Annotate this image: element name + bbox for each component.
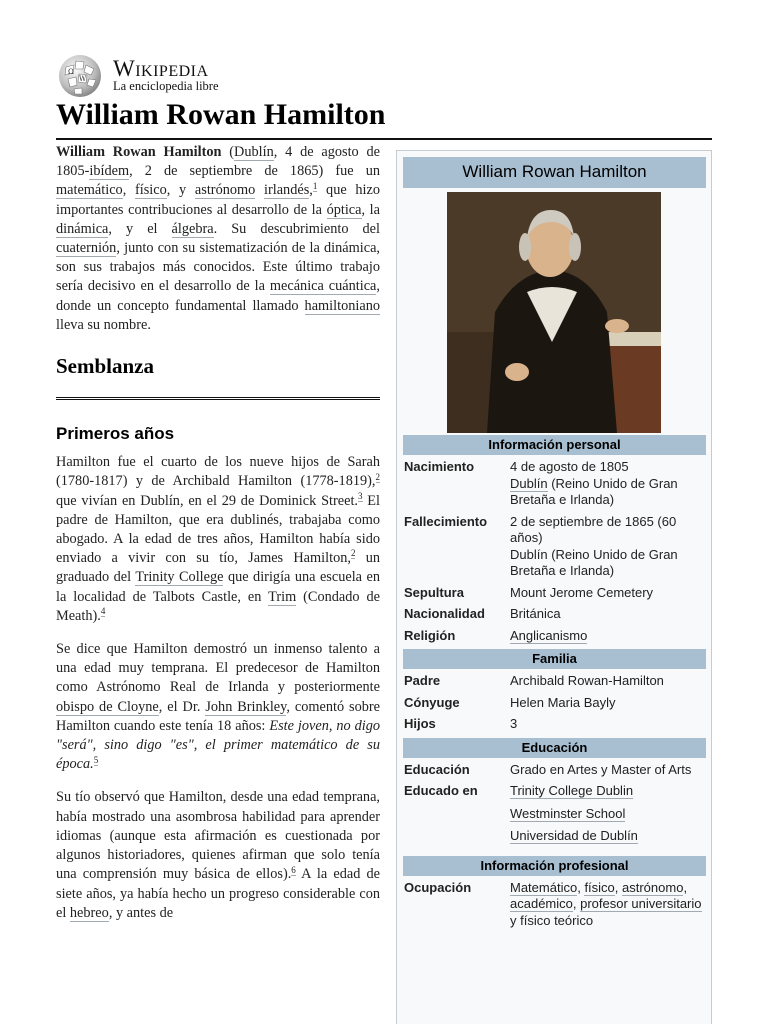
link-matematico[interactable]: matemático [56,182,123,199]
link-trinity-college-dublin[interactable]: Trinity College Dublin [510,783,634,798]
wikipedia-logo[interactable] [56,53,356,99]
wordmark: Wikipedia [113,56,209,81]
link-mecanica-cuantica[interactable]: mecánica cuántica [269,278,377,295]
heading-primeros-anos: Primeros años [56,424,175,444]
link-dublin[interactable]: Dublín [234,144,274,160]
link-westminster-school[interactable]: Westminster School [510,805,626,821]
link-fisico[interactable]: físico [135,182,167,199]
ref-4[interactable]: 4 [100,606,106,617]
link-universidad-dublin[interactable]: Universidad de Dublín [510,828,638,843]
link-fisico-ocupacion[interactable]: físico [584,879,615,895]
link-astronomo-ocupacion[interactable]: astrónomo [622,879,684,895]
table-profesional [404,878,702,933]
infobox-title: William Rowan Hamilton [403,157,706,188]
ref-3[interactable]: 3 [358,490,363,501]
heading-semblanza: Semblanza [56,357,380,400]
section-informacion-personal: Información personal [403,435,706,455]
link-astronomo[interactable]: astrónomo [194,182,256,199]
row-nacimiento: Nacimiento 4 de agosto de 1805 Dublín (Reino Unido de Gran Bretaña e Irlanda) [404,459,678,507]
row-padre: Padre Archibald Rowan-Hamilton [404,673,664,688]
section-educacion: Educación [403,738,706,758]
paragraph-1: Hamilton fue el cuarto de los nueve hijos de Sarah (1780-1817) y de Archibald Hamilton (1778-1819),$^2$ que vivían en Dublín, en el 29 de Dominick Street.$^3$ El padre de Hamilton, que era dublinés, trabajaba como abogado. A la edad de tres años, Hamilton había sido enviado a vivir con su tío, James Hamilton,$^2$ un graduado del Trinity College que dirigía una escuela en la localidad de Talbots Castle, en Trim (Condado de Meath).$^4$ [56,454,381,624]
page-title: William Rowan Hamilton [56,98,712,140]
ref-1[interactable]: 1 [312,180,318,191]
link-profesor-universitario[interactable]: profesor universitario [580,896,702,911]
tagline: La enciclopedia libre [113,79,219,93]
table-educacion [404,760,702,854]
row-educado-en: Educado en Trinity College Dublin Westminster School Universidad de Dublín [404,783,638,843]
section-familia: Familia [403,649,706,669]
table-familia [404,671,702,736]
link-obispo-cloyne[interactable]: obispo de Cloyne [56,698,159,715]
link-hamiltoniano[interactable]: hamiltoniano [304,297,380,314]
link-trinity-college[interactable]: Trinity College [135,569,224,586]
ref-2b[interactable]: 2 [350,548,356,559]
quote: Este joven, no digo "será", sino digo "es", el primer matemático de su época. [56,717,380,773]
row-fallecimiento: Fallecimiento 2 de septiembre de 1865 (60 años) Dublín (Reino Unido de Gran Bretaña e Irlanda) [404,513,678,578]
infobox [396,150,712,1024]
link-dinamica[interactable]: dinámica [56,220,109,237]
link-academico[interactable]: académico [510,896,573,911]
paragraph-3: Su tío observó que Hamilton, desde una edad temprana, había mostrado una asombrosa habilidad para aprender idiomas (aunque esta afirmación es cuestionada por algunos historiadores, quienes afirman que solo tenía una comprensión muy básica de ellos).$^6$ A la edad de siete años, ya había hecho un progreso considerable con el hebreo, y antes de [56,789,381,921]
table-personal [404,457,702,647]
row-nacionalidad: Nacionalidad Británica [404,606,561,621]
subject-name: William Rowan Hamilton [56,144,222,160]
link-irlandes[interactable]: irlandés [264,182,310,199]
link-matematico-ocupacion[interactable]: Matemático [510,879,578,895]
link-anglicanismo[interactable]: Anglicanismo [510,627,588,643]
row-conyuge: Cónyuge Helen Maria Bayly [404,694,616,710]
paragraph-2: Se dice que Hamilton demostró un inmenso talento a una edad muy temprana. El predecesor de Hamilton como Astrónomo Real de Irlanda y posteriormente obispo de Cloyne, el Dr. John Brinkley, comentó sobre Hamilton cuando este tenía 18 años: Este joven, no digo "será", sino digo "es", el primer matemático de su época.$^5$ [56,641,380,773]
link-optica[interactable]: óptica [326,201,362,218]
row-religion: Religión Anglicanismo [404,627,588,643]
row-educacion: Educación Grado en Artes y Master of Arts [404,761,692,777]
ref-2[interactable]: 2 [375,471,380,482]
article-body [56,143,380,937]
link-john-brinkley[interactable]: John Brinkley [205,698,287,715]
link-hebreo[interactable]: hebreo [69,904,109,921]
row-sepultura: Sepultura Mount Jerome Cemetery [404,584,654,600]
portrait-image[interactable] [447,192,661,433]
row-ocupacion: Ocupación Matemático, físico, astrónomo, académico, profesor universitario y físico teórico [404,879,702,928]
svg-text:Ω: Ω [68,68,74,76]
ref-6[interactable]: 6 [291,864,296,875]
link-trim[interactable]: Trim [268,588,297,605]
link-ibidem[interactable]: ibídem [89,163,130,180]
link-cuaternion[interactable]: cuaternión [56,240,117,257]
link-algebra[interactable]: álgebra [171,220,214,237]
row-hijos: Hijos 3 [404,716,518,731]
wikipedia-globe-icon [56,53,104,99]
svg-text:W: W [79,75,87,83]
link-nacimiento-dublin[interactable]: Dublín [510,475,548,491]
ref-5[interactable]: 5 [93,754,99,765]
intro-paragraph: William Rowan Hamilton (Dublín, 4 de agosto de 1805-ibídem, 2 de septiembre de 1865) fue un matemático, físico, y astrónomo irlandés,$^1$ que hizo importantes contribuciones al desarrollo de la óptica, la dinámica, y el álgebra. Su descubrimiento del cuaternión, junto con su sistematización de la dinámica, son sus trabajos más conocidos. Este último trabajo sería decisivo en el desarrollo de la mecánica cuántica, donde un concepto fundamental llamado hamiltoniano lleva su nombre. [56,144,381,333]
section-informacion-profesional: Información profesional [403,856,706,876]
